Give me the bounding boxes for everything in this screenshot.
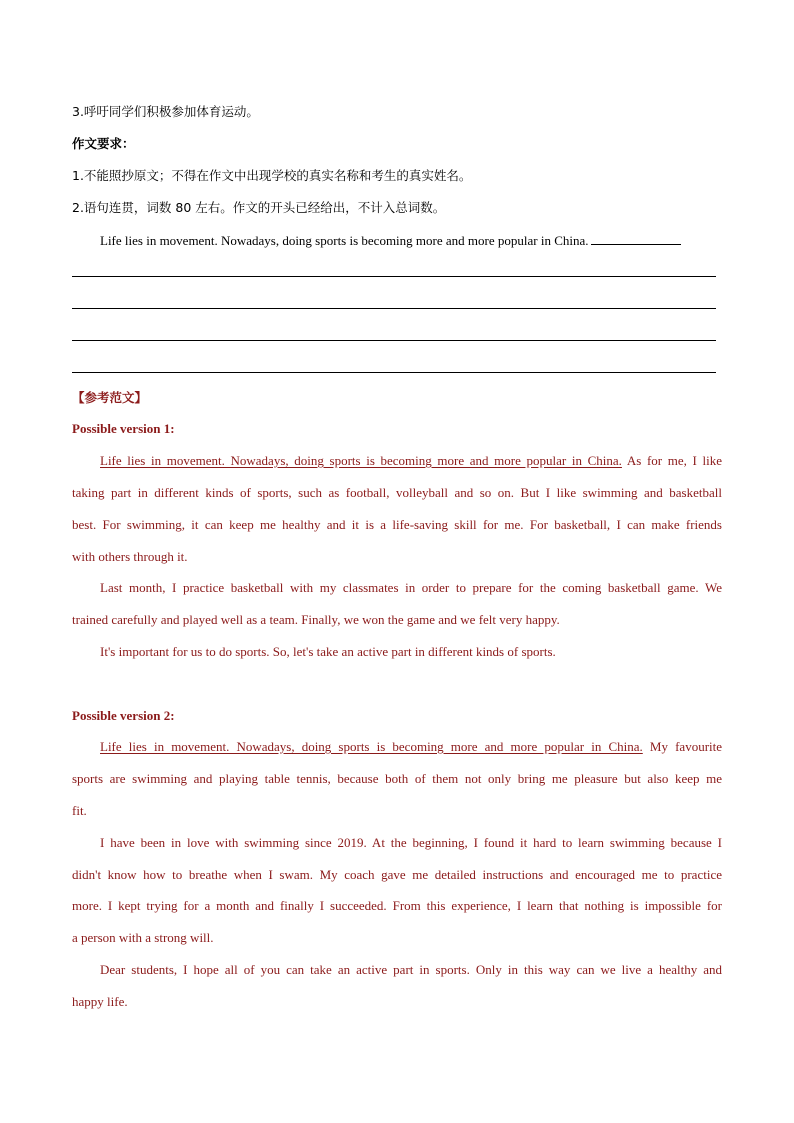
v2-paragraph-2-line-4: a person with a strong will. (72, 930, 214, 945)
version-2-title: Possible version 2: (72, 708, 175, 723)
essay-opening (100, 232, 681, 249)
v1-paragraph-3-line-1: It's important for us to do sports. So, let's take an active part in different kinds of sports. (100, 644, 556, 659)
answer-line-3 (72, 340, 716, 341)
v1-paragraph-2-line-2: trained carefully and played well as a team. Finally, we won the game and we felt very happy. (72, 612, 560, 627)
v2-underlined-opening: Life lies in movement. Nowadays, doing sports is becoming more and more popular in China. (100, 739, 643, 754)
v2-paragraph-2-line-3: more. I kept trying for a month and finally I succeeded. From this experience, I learn that nothing is impossible for (72, 898, 722, 913)
version-1-title: Possible version 1: (72, 421, 175, 436)
answer-line-2 (72, 308, 716, 309)
v1-paragraph-1-line-4: with others through it. (72, 549, 188, 564)
requirement-point-3: 3.呼吁同学们积极参加体育运动。 (72, 104, 259, 119)
reference-heading: 【参考范文】 (72, 390, 148, 405)
requirements-title: 作文要求： (72, 136, 135, 151)
v2-paragraph-1-line-3: fit. (72, 803, 87, 818)
answer-line-4 (72, 372, 716, 373)
v2-paragraph-3-line-2: happy life. (72, 994, 128, 1009)
requirement-1: 1.不能照抄原文；不得在作文中出现学校的真实名称和考生的真实姓名。 (72, 168, 472, 183)
v1-p1-l1-rest: As for me, I like (626, 453, 722, 468)
v2-paragraph-2-line-2: didn't know how to breathe when I swam. My coach gave me detailed instructions and encouraged me to practice (72, 867, 722, 882)
v2-paragraph-3-line-1: Dear students, I hope all of you can take an active part in sports. Only in this way can we live a healthy and (100, 962, 722, 977)
v2-p1-l1-rest: My favourite (649, 739, 723, 754)
v1-paragraph-1-line-3: best. For swimming, it can keep me healthy and it is a life-saving skill for me. For basketball, I can make friends (72, 517, 722, 532)
v2-paragraph-1-line-1 (100, 739, 722, 755)
v1-paragraph-1-line-2: taking part in different kinds of sports, such as football, volleyball and so on. But I like swimming and basketball (72, 485, 722, 500)
v1-underlined-opening: Life lies in movement. Nowadays, doing sports is becoming more and more popular in China. (100, 453, 622, 468)
requirement-2: 2.语句连贯，词数 80 左右。作文的开头已经给出，不计入总词数。 (72, 200, 446, 215)
v2-paragraph-1-line-2: sports are swimming and playing table tennis, because both of them not only bring me pleasure but also keep me (72, 771, 722, 786)
v2-paragraph-2-line-1: I have been in love with swimming since 2019. At the beginning, I found it hard to learn swimming because I (100, 835, 722, 850)
answer-line-1 (72, 276, 716, 277)
answer-blank (591, 232, 681, 245)
v1-paragraph-2-line-1: Last month, I practice basketball with my classmates in order to prepare for the coming basketball game. We (100, 580, 722, 595)
essay-opening-text: Life lies in movement. Nowadays, doing sports is becoming more and more popular in China. (100, 233, 589, 248)
v1-paragraph-1-line-1 (100, 453, 722, 469)
